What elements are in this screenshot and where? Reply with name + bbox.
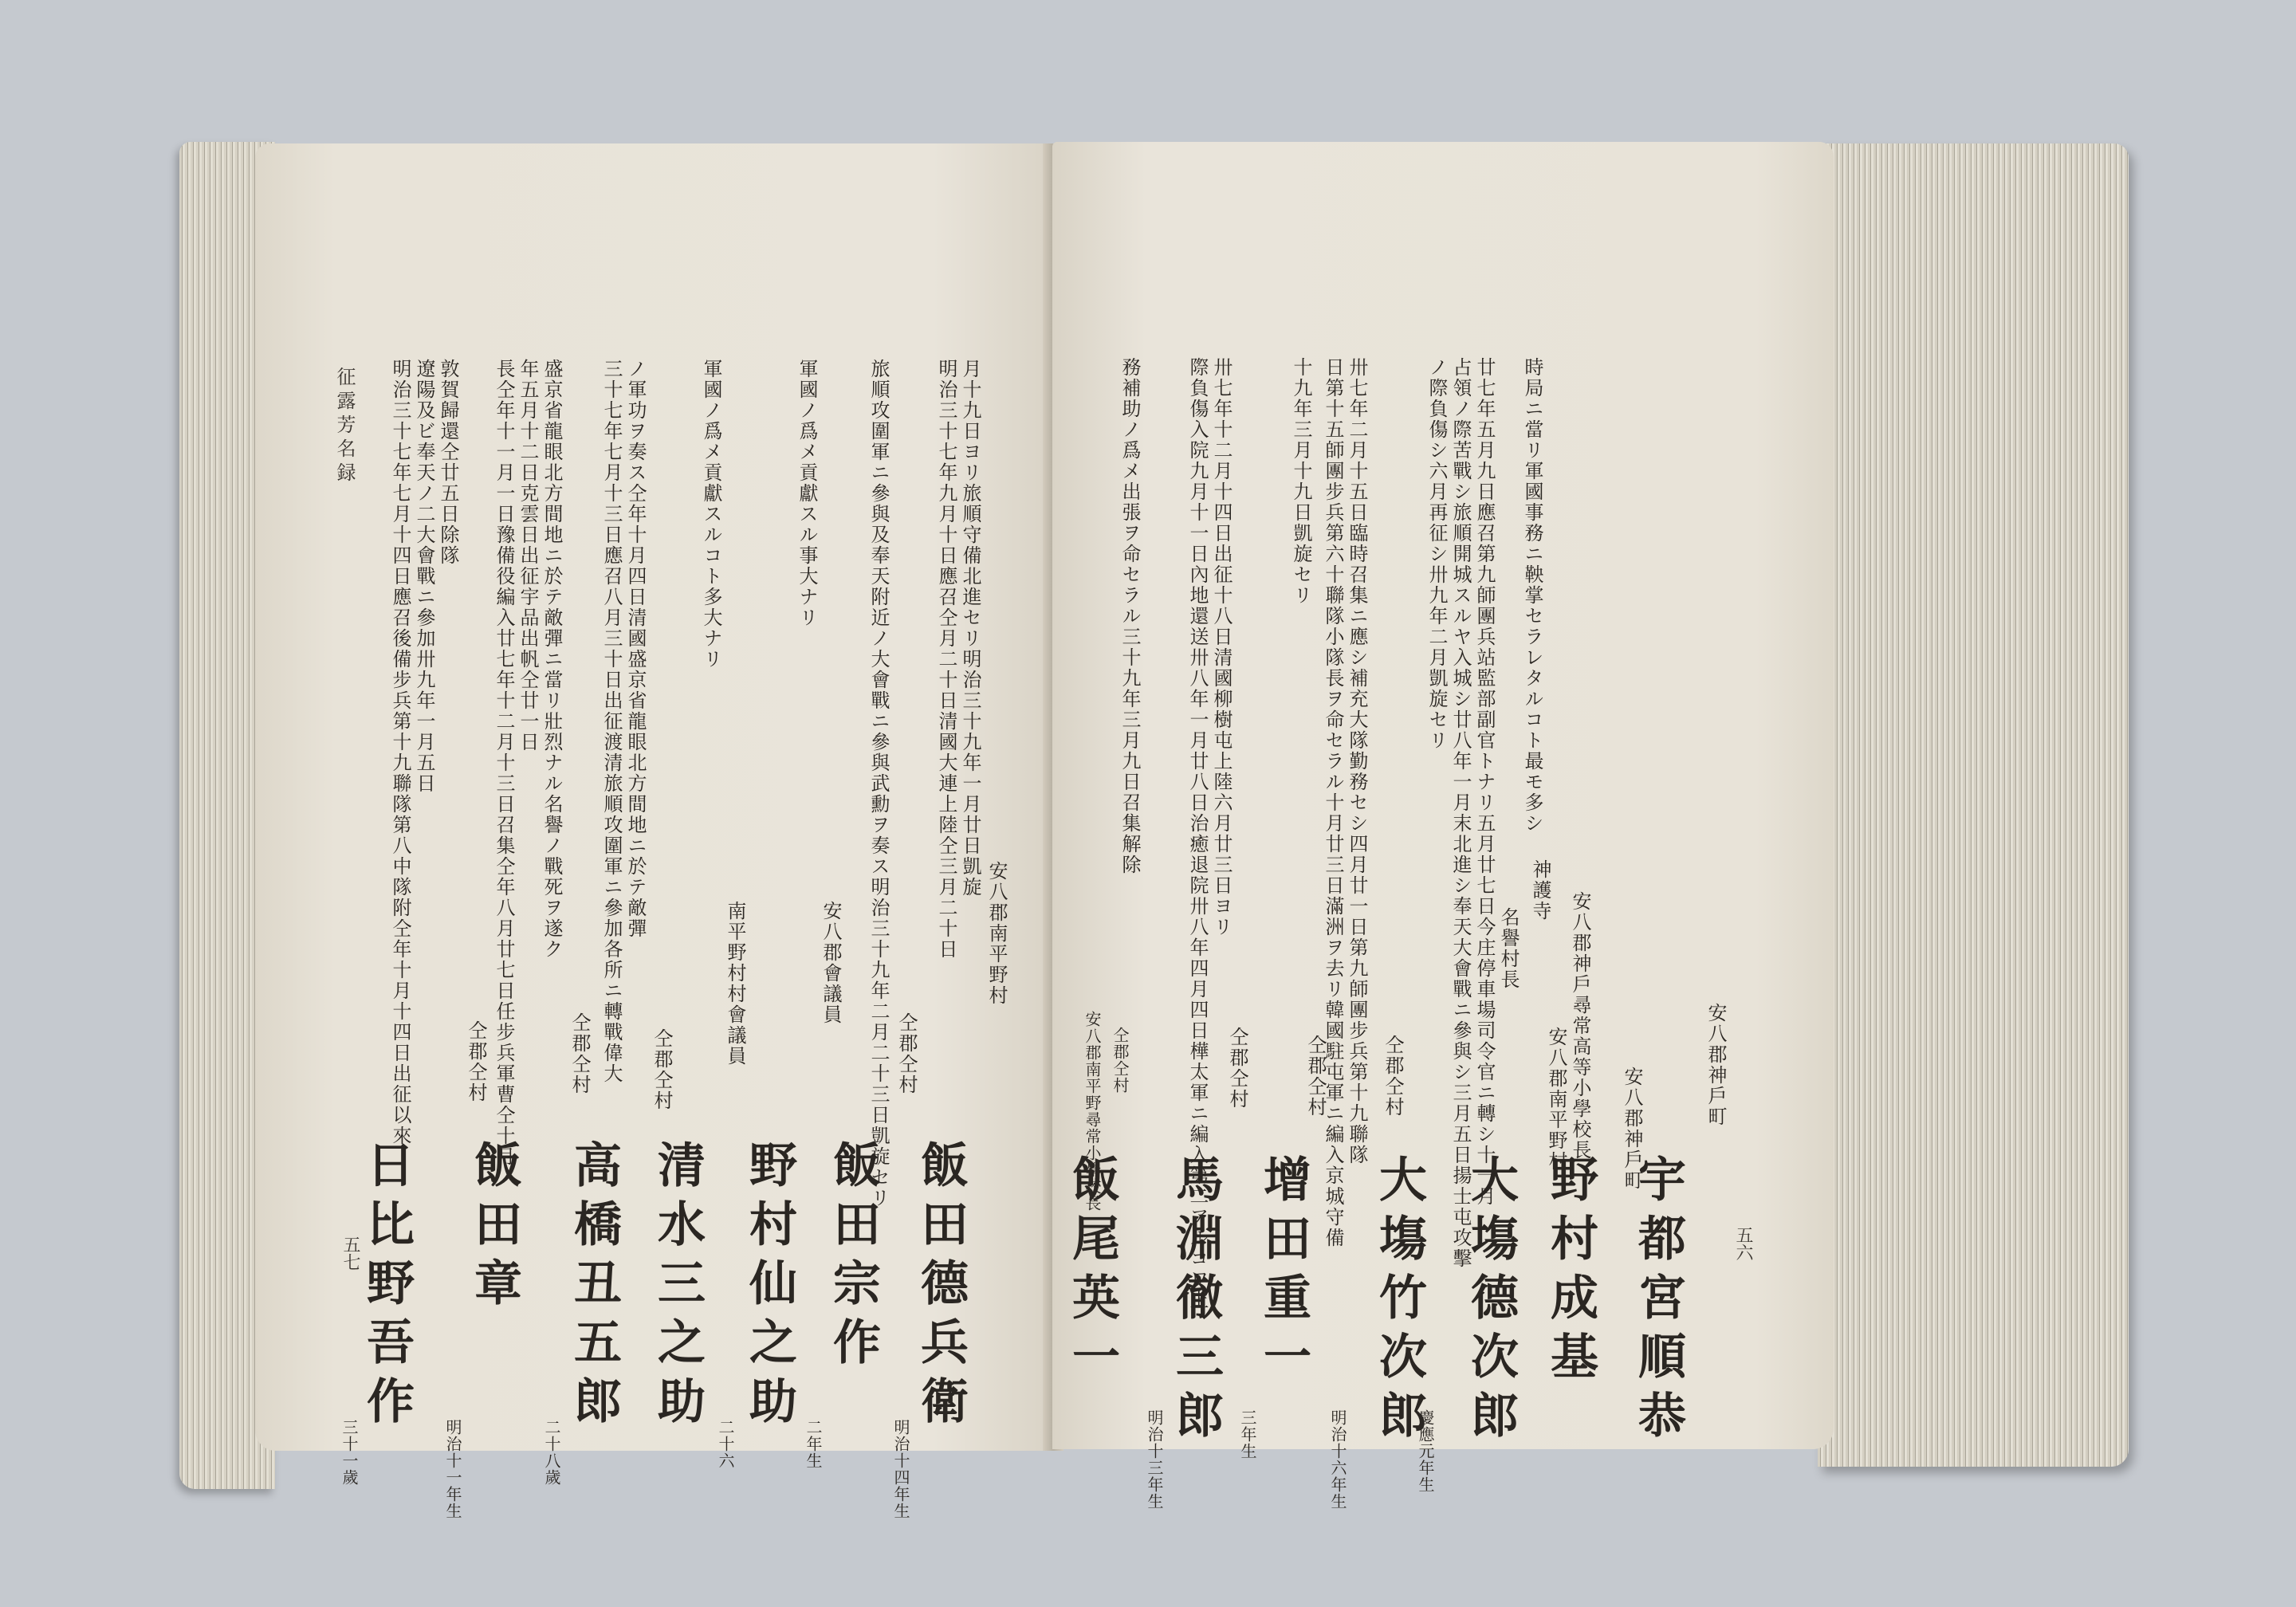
entry-name: 大塲德次郎 xyxy=(1463,1154,1519,1449)
entry-address: 安八郡神戶町 xyxy=(1704,1003,1727,1127)
entry-body-line: 年五月十二日克雲日出征宇品出帆仝廿一日 xyxy=(517,359,539,752)
entry-note: 明治十四年生 xyxy=(891,1419,910,1519)
entry-body-line: 明治三十七年七月十四日應召後備步兵第十九聯隊第八中隊附仝年十月十四日出征以來 xyxy=(389,359,411,1146)
entry-address: 仝郡仝村 xyxy=(1304,1035,1327,1118)
entry-body-line: ノ際負傷シ六月再征シ卅九年二月凱旋セリ xyxy=(1425,357,1448,751)
entry-note: 二十八歲 xyxy=(542,1419,561,1486)
entry-address: 南平野村村會議員 xyxy=(724,901,746,1067)
entry-name: 增田重一 xyxy=(1256,1154,1311,1390)
entry-address: 安八郡南平野尋常小學校長 xyxy=(1083,1011,1102,1212)
entry-body-line: 十九年三月十九日凱旋セリ xyxy=(1290,357,1312,606)
entry-note: 慶應元年生 xyxy=(1416,1409,1435,1493)
entry-note: 明治十三年生 xyxy=(1145,1409,1164,1510)
right-page-edges xyxy=(1818,143,2129,1467)
entry-name: 飯田宗作 xyxy=(825,1140,881,1376)
running-header: 征露芳名録 xyxy=(333,367,356,486)
entry-name: 大塲竹次郎 xyxy=(1371,1154,1427,1449)
entry-body-line: 敦賀歸還仝廿五日除隊 xyxy=(437,359,459,566)
page-number-right: 五六 xyxy=(1733,1226,1753,1261)
entry-name: 清水三之助 xyxy=(650,1140,706,1435)
right-page xyxy=(1052,142,1834,1510)
entry-name: 高橋丑五郎 xyxy=(566,1140,622,1435)
entry-address: 仝郡仝村 xyxy=(568,1012,591,1095)
entry-title: 安八郡神戶尋常高等小學校長 xyxy=(1569,891,1591,1161)
entry-title: 神護寺 xyxy=(1529,859,1551,921)
entry-note: 二年生 xyxy=(804,1419,823,1469)
entry-body-line: 占領ノ際苦戰シ旅順開城スルヤ入城シ廿八年一月末北進シ奉天大會戰ニ參與シ三月五日揚士屯攻擊 xyxy=(1449,357,1472,1269)
entry-name: 野村仙之助 xyxy=(741,1140,797,1435)
entry-body-line: 務補助ノ爲メ出張ヲ命セラル三十九年三月九日召集解除 xyxy=(1119,357,1141,875)
entry-name: 野村成基 xyxy=(1543,1154,1598,1390)
entry-body-line: 三十七年七月十三日應召八月三十日出征渡清旅順攻圍軍ニ參加各所ニ轉戰偉大 xyxy=(600,359,623,1084)
entry-note: 明治十一年生 xyxy=(443,1419,462,1519)
entry-body-line: 明治三十七年九月十日應召仝月二十日清國大連上陸仝三月二十日 xyxy=(935,359,957,960)
entry-body-line: 時局ニ當リ軍國事務ニ鞅掌セラレタルコト最モ多シ xyxy=(1521,357,1543,834)
entry-body-line: 際負傷入院九月十一日內地還送卅八年一月廿八日治癒退院卅八年四月四日樺太軍ニ編入第二アルコワ上 xyxy=(1186,357,1209,1310)
entry-note: 三十一歲 xyxy=(340,1419,359,1486)
entry-body-line: 卅七年二月十五日臨時召集ニ應シ補充大隊勤務セシ四月廿一日第九師團步兵第十九聯隊 xyxy=(1346,357,1368,1165)
page-number-left: 五七 xyxy=(340,1236,360,1271)
entry-address: 仝郡仝村 xyxy=(651,1028,673,1111)
entry-address: 仝郡仝村 xyxy=(1382,1035,1404,1118)
entry-address: 安八郡會議員 xyxy=(820,901,842,1025)
entry-name: 宇都宮順恭 xyxy=(1630,1154,1686,1449)
entry-address: 仝郡仝村 xyxy=(895,1012,918,1095)
entry-address: 仝郡仝村 xyxy=(465,1020,487,1103)
entry-body-line: ノ軍功ヲ奏ス仝年十月四日清國盛京省龍眼北方間地ニ於テ敵彈 xyxy=(624,359,647,939)
entry-name: 飯田章 xyxy=(466,1140,522,1317)
entry-note: 三年生 xyxy=(1238,1409,1257,1460)
entry-name: 日比野吾作 xyxy=(359,1140,415,1435)
entry-body-line: 廿七年五月九日應召第九師團兵站監部副官トナリ五月廿七日今庄停車場司令官ニ轉シ十一月 xyxy=(1473,357,1496,1207)
entry-note: 二十六 xyxy=(716,1419,735,1469)
entry-name: 飯尾英一 xyxy=(1064,1154,1120,1390)
entry-body-line: 月十九日ヨリ旅順守備北進セリ明治三十九年一月廿日凱旋 xyxy=(959,359,981,898)
entry-body-line: 軍國ノ爲メ貢獻スルコト多大ナリ xyxy=(700,359,722,670)
entry-address: 安八郡神戶町 xyxy=(1621,1067,1643,1191)
entry-body-line: 軍國ノ爲メ貢獻スル事大ナリ xyxy=(796,359,818,628)
entry-name: 馬淵徹三郎 xyxy=(1168,1154,1224,1449)
entry-name: 飯田德兵衛 xyxy=(913,1140,969,1435)
entry-body-line: 遼陽及ビ奉天ノ二大會戰ニ參加卅九年一月五日 xyxy=(413,359,435,794)
entry-body-line: 旅順攻圍軍ニ參與及奉天附近ノ大會戰ニ參與武勳ヲ奏ス明治三十九年二月二十三日凱旋セリ xyxy=(867,359,890,1208)
entry-address: 安八郡南平野村 xyxy=(1545,1027,1567,1172)
entry-body-line: 盛京省龍眼北方間地ニ於テ敵彈ニ當リ壯烈ナル名譽ノ戰死ヲ遂ク xyxy=(541,359,563,960)
entry-body-line: 日第十五師團步兵第六十聯隊小隊長ヲ命セラル十月廿三日滿洲ヲ去リ韓國駐屯軍ニ編入京城守備 xyxy=(1322,357,1344,1248)
entry-note: 明治十六年生 xyxy=(1328,1409,1347,1510)
entry-title: 仝郡仝村 xyxy=(1111,1027,1130,1094)
entry-title: 名譽村長 xyxy=(1497,907,1520,990)
entry-body-line: 卅七年十二月十四日出征十八日清國柳樹屯上陸六月廿三日ヨリ xyxy=(1210,357,1233,937)
entry-address: 安八郡南平野村 xyxy=(985,861,1008,1006)
left-page xyxy=(255,143,1052,1519)
entry-address: 仝郡仝村 xyxy=(1226,1027,1248,1110)
entry-body-line: 長仝年十一月一日豫備役編入廿七年十二月十三日召集仝年八月廿七日任步兵軍曹仝十月 xyxy=(493,359,515,1167)
